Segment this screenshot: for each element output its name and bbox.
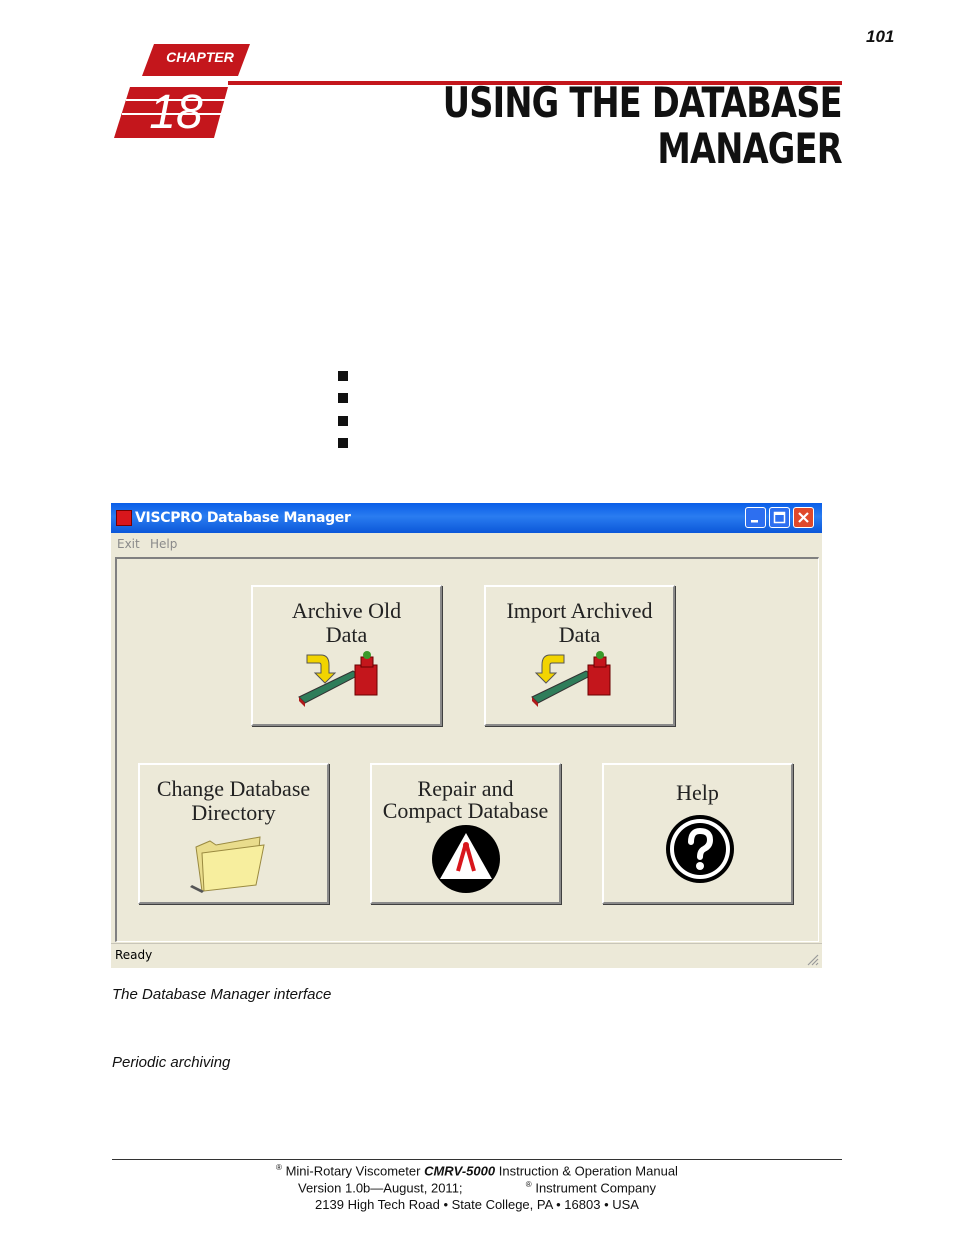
registered-mark: ® (276, 1163, 282, 1172)
footer-address: 2139 High Tech Road • State College, PA • 16803 • USA (315, 1197, 639, 1212)
menu-help[interactable]: Help (150, 537, 178, 551)
bullet-marker (338, 416, 348, 426)
folder-icon (186, 827, 266, 893)
import-archived-data-button[interactable] (484, 585, 675, 726)
archive-label-line2: Data (325, 622, 368, 647)
import-label-line2: Data (558, 622, 601, 647)
import-conveyor-icon (528, 647, 618, 711)
chapter-title-line2: MANAGER (657, 124, 842, 173)
repair-tool-icon (430, 823, 502, 895)
registered-mark: ® (525, 1180, 532, 1189)
help-button[interactable] (602, 763, 793, 904)
resize-grip-icon (805, 952, 819, 966)
app-icon (116, 510, 132, 526)
chapter-number: 18 (149, 86, 203, 139)
figure-caption: The Database Manager interface (112, 986, 332, 1003)
change-label-line1: Change Database (156, 776, 311, 801)
archive-label-line1: Archive Old (291, 598, 402, 623)
change-label-line2: Directory (191, 800, 276, 825)
footer-company: Instrument Company (535, 1180, 656, 1196)
minimize-icon (746, 508, 765, 527)
menu-exit[interactable]: Exit (117, 537, 140, 551)
change-database-directory-button[interactable] (138, 763, 329, 904)
footer-manual: Instruction & Operation Manual (498, 1163, 678, 1179)
bullet-marker (338, 371, 348, 381)
chapter-title-line1: USING THE DATABASE (442, 78, 842, 127)
footer-line-1 (112, 1163, 842, 1178)
footer-rule (112, 1159, 842, 1160)
question-mark-icon (664, 813, 736, 885)
repair-label-line2: Compact Database (382, 798, 549, 823)
status-text: Ready (115, 948, 153, 962)
footer-model: CMRV-5000 (424, 1163, 496, 1179)
chapter-badge (110, 42, 260, 142)
status-bar (111, 943, 822, 969)
repair-compact-database-button[interactable] (370, 763, 561, 904)
footer-product: Mini-Rotary Viscometer (285, 1163, 421, 1179)
import-label-line1: Import Archived (506, 598, 653, 623)
close-button[interactable] (793, 507, 814, 528)
periodic-archiving-label: Periodic archiving (112, 1054, 231, 1071)
archive-conveyor-icon (295, 647, 385, 711)
footer-line-2 (112, 1180, 842, 1195)
maximize-button[interactable] (769, 507, 790, 528)
window-titlebar[interactable] (111, 503, 822, 533)
close-icon (794, 508, 813, 527)
bullet-marker (338, 438, 348, 448)
database-manager-window (111, 503, 822, 968)
archive-old-data-button[interactable] (251, 585, 442, 726)
menu-bar (111, 533, 822, 555)
chapter-title (443, 80, 842, 172)
maximize-icon (770, 508, 789, 527)
footer-version: Version 1.0b—August, 2011; (298, 1180, 463, 1196)
window-title: VISCPRO Database Manager (135, 510, 351, 526)
chapter-label: CHAPTER (166, 49, 234, 65)
bullet-marker (338, 393, 348, 403)
help-label: Help (676, 780, 719, 805)
minimize-button[interactable] (745, 507, 766, 528)
page-number: 101 (866, 27, 895, 46)
repair-label-line1: Repair and (417, 776, 514, 801)
